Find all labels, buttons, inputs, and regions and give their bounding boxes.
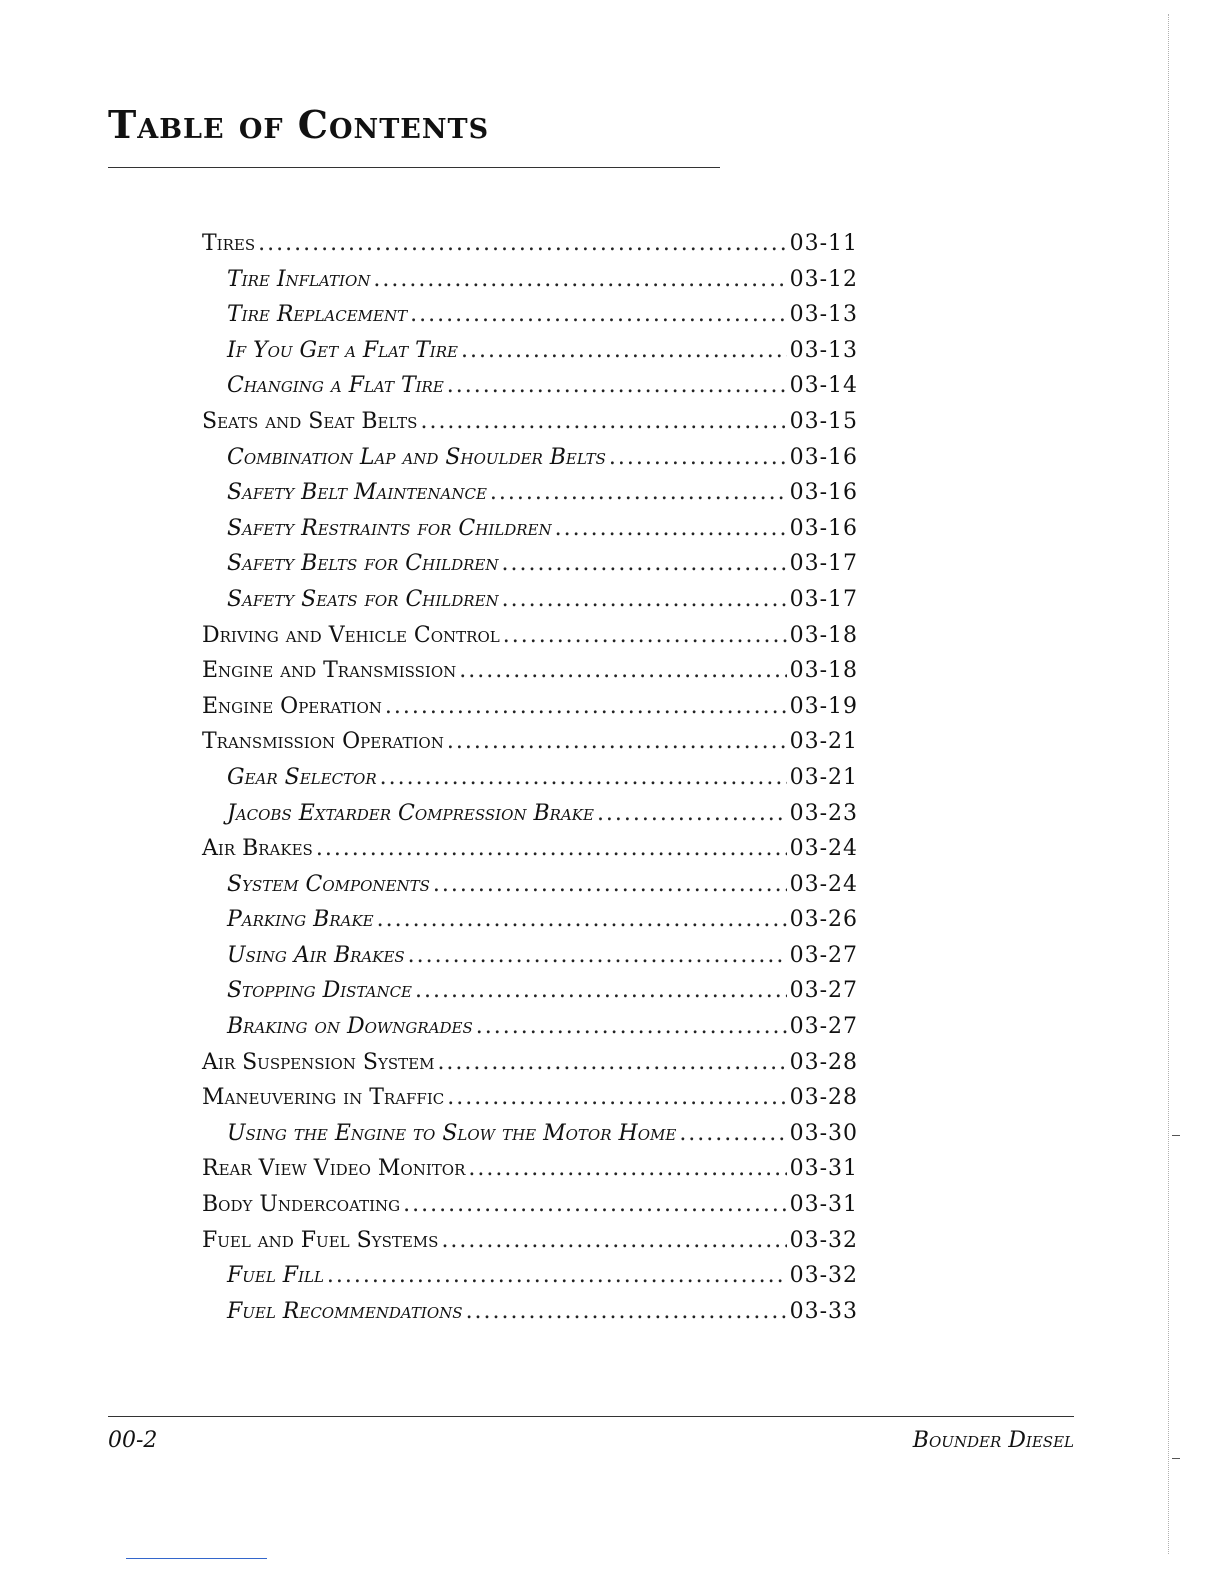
- toc-dot-leader: [459, 658, 786, 683]
- toc-entry-title: Braking on Downgrades: [227, 1014, 473, 1040]
- toc-dot-leader: [609, 445, 787, 470]
- toc-entry-title: Maneuvering in Traffic: [202, 1085, 445, 1111]
- toc-entry-title: Engine Operation: [202, 693, 382, 719]
- toc-dot-leader: [441, 1228, 786, 1253]
- toc-entry-page: 03-23: [789, 800, 858, 826]
- toc-dot-leader: [433, 872, 787, 897]
- toc-entry-page: 03-18: [789, 658, 858, 684]
- toc-entry[interactable]: [202, 516, 858, 552]
- toc-entry-page: 03-28: [789, 1049, 858, 1075]
- toc-entry-page: 03-16: [789, 480, 858, 506]
- toc-entry-title: Fuel Recommendations: [227, 1298, 463, 1324]
- toc-entry[interactable]: [202, 551, 858, 587]
- toc-entry[interactable]: [202, 729, 858, 765]
- toc-entry-page: 03-27: [789, 978, 858, 1004]
- toc-entry[interactable]: [202, 1228, 858, 1264]
- toc-entry-title: Transmission Operation: [202, 729, 444, 755]
- toc-entry[interactable]: [202, 1050, 858, 1086]
- toc-entry[interactable]: [202, 836, 858, 872]
- toc-entry-title: Safety Belt Maintenance: [227, 480, 487, 506]
- toc-dot-leader: [377, 907, 787, 932]
- table-of-contents: [202, 231, 858, 1334]
- footer-rule: [108, 1416, 1074, 1417]
- toc-entry-page: 03-32: [789, 1263, 858, 1289]
- toc-dot-leader: [461, 338, 787, 363]
- toc-entry-title: Engine and Transmission: [202, 658, 457, 684]
- toc-entry-title: Tires: [202, 231, 256, 256]
- toc-entry-page: 03-17: [789, 551, 858, 577]
- toc-entry-title: Fuel Fill: [227, 1263, 324, 1289]
- toc-dot-leader: [408, 943, 787, 968]
- toc-entry-page: 03-27: [789, 1014, 858, 1040]
- toc-entry-page: 03-15: [789, 408, 858, 434]
- toc-dot-leader: [679, 1121, 786, 1146]
- toc-dot-leader: [410, 302, 786, 327]
- toc-entry-page: 03-24: [789, 836, 858, 862]
- toc-entry-page: 03-33: [789, 1298, 858, 1324]
- toc-entry-page: 03-24: [789, 871, 858, 897]
- toc-entry-title: Seats and Seat Belts: [202, 408, 418, 434]
- toc-entry[interactable]: [202, 231, 858, 267]
- toc-dot-leader: [501, 551, 786, 576]
- toc-dot-leader: [490, 480, 787, 505]
- toc-dot-leader: [476, 1014, 787, 1039]
- toc-entry-title: If You Get a Flat Tire: [227, 337, 458, 363]
- toc-entry-title: Changing a Flat Tire: [227, 373, 444, 399]
- link-underline: [126, 1558, 267, 1559]
- scan-edge-tick: [1172, 1135, 1180, 1136]
- toc-entry-title: Safety Seats for Children: [227, 586, 499, 612]
- toc-dot-leader: [316, 836, 787, 861]
- toc-entry[interactable]: [202, 480, 858, 516]
- toc-entry[interactable]: [202, 409, 858, 445]
- toc-entry-page: 03-19: [789, 693, 858, 719]
- toc-entry-title: Tire Inflation: [227, 266, 371, 292]
- toc-entry-title: Fuel and Fuel Systems: [202, 1227, 439, 1253]
- toc-entry-page: 03-11: [789, 231, 858, 256]
- toc-entry-page: 03-30: [789, 1120, 858, 1146]
- toc-dot-leader: [380, 765, 787, 790]
- toc-entry-title: Driving and Vehicle Control: [202, 622, 500, 648]
- toc-dot-leader: [447, 373, 787, 398]
- toc-entry-page: 03-16: [789, 444, 858, 470]
- toc-entry-page: 03-16: [789, 515, 858, 541]
- toc-entry[interactable]: [202, 801, 858, 837]
- toc-entry[interactable]: [202, 373, 858, 409]
- toc-entry[interactable]: [202, 445, 858, 481]
- footer-document-name: Bounder Diesel: [912, 1428, 1074, 1453]
- toc-entry[interactable]: [202, 658, 858, 694]
- toc-entry-page: 03-21: [789, 764, 858, 790]
- toc-entry-title: Body Undercoating: [202, 1192, 401, 1218]
- toc-entry[interactable]: [202, 1121, 858, 1157]
- toc-entry-page: 03-21: [789, 729, 858, 755]
- toc-dot-leader: [447, 1085, 786, 1110]
- toc-entry-title: Tire Replacement: [227, 302, 408, 328]
- title-rule: [108, 167, 720, 168]
- toc-entry-page: 03-17: [789, 586, 858, 612]
- toc-entry-title: Parking Brake: [227, 907, 374, 933]
- scan-edge-line: [1168, 14, 1169, 1554]
- toc-entry-title: Using Air Brakes: [227, 942, 405, 968]
- toc-entry-page: 03-18: [789, 622, 858, 648]
- toc-dot-leader: [420, 409, 786, 434]
- toc-dot-leader: [385, 694, 787, 719]
- toc-entry[interactable]: [202, 872, 858, 908]
- toc-entry-title: Combination Lap and Shoulder Belts: [227, 444, 606, 470]
- toc-entry[interactable]: [202, 943, 858, 979]
- toc-dot-leader: [437, 1050, 786, 1075]
- toc-entry-page: 03-32: [789, 1227, 858, 1253]
- toc-dot-leader: [403, 1192, 786, 1217]
- toc-entry-page: 03-14: [789, 373, 858, 399]
- toc-dot-leader: [415, 978, 787, 1003]
- toc-entry-title: System Components: [227, 871, 430, 897]
- toc-dot-leader: [555, 516, 787, 541]
- toc-entry[interactable]: [202, 1192, 858, 1228]
- toc-dot-leader: [447, 729, 787, 754]
- footer-page-number: 00-2: [108, 1428, 158, 1453]
- toc-dot-leader: [597, 801, 787, 826]
- toc-entry-title: Safety Restraints for Children: [227, 515, 552, 541]
- toc-dot-leader: [468, 1156, 786, 1181]
- toc-entry-title: Stopping Distance: [227, 978, 412, 1004]
- toc-entry[interactable]: [202, 267, 858, 303]
- toc-entry-title: Jacobs Extarder Compression Brake: [227, 800, 594, 826]
- toc-entry-title: Gear Selector: [227, 764, 377, 790]
- toc-entry[interactable]: [202, 978, 858, 1014]
- toc-entry[interactable]: [202, 765, 858, 801]
- toc-entry-title: Air Brakes: [202, 836, 313, 862]
- toc-entry-title: Using the Engine to Slow the Motor Home: [227, 1120, 677, 1146]
- toc-entry[interactable]: [202, 587, 858, 623]
- toc-entry-title: Rear View Video Monitor: [202, 1156, 466, 1182]
- toc-entry[interactable]: [202, 623, 858, 659]
- toc-entry-page: 03-27: [789, 942, 858, 968]
- toc-entry[interactable]: [202, 694, 858, 730]
- toc-entry[interactable]: [202, 907, 858, 943]
- toc-entry-page: 03-26: [789, 907, 858, 933]
- toc-entry-page: 03-13: [789, 302, 858, 328]
- toc-entry[interactable]: [202, 1014, 858, 1050]
- toc-dot-leader: [502, 587, 787, 612]
- toc-entry-title: Air Suspension System: [202, 1049, 435, 1075]
- toc-entry-page: 03-31: [789, 1192, 858, 1218]
- toc-entry-page: 03-13: [789, 337, 858, 363]
- scan-edge-tick: [1172, 1458, 1180, 1459]
- toc-dot-leader: [466, 1299, 787, 1324]
- toc-entry[interactable]: [202, 338, 858, 374]
- toc-dot-leader: [258, 231, 786, 256]
- toc-entry[interactable]: [202, 1156, 858, 1192]
- toc-entry-page: 03-28: [789, 1085, 858, 1111]
- toc-entry-page: 03-31: [789, 1156, 858, 1182]
- toc-dot-leader: [373, 267, 786, 292]
- toc-entry[interactable]: [202, 1263, 858, 1299]
- page-title: Table of Contents: [108, 102, 490, 147]
- toc-entry-title: Safety Belts for Children: [227, 551, 499, 577]
- toc-dot-leader: [327, 1263, 787, 1288]
- toc-dot-leader: [503, 623, 787, 648]
- toc-entry[interactable]: [202, 302, 858, 338]
- toc-entry-page: 03-12: [789, 266, 858, 292]
- toc-entry[interactable]: [202, 1085, 858, 1121]
- toc-entry[interactable]: [202, 1299, 858, 1335]
